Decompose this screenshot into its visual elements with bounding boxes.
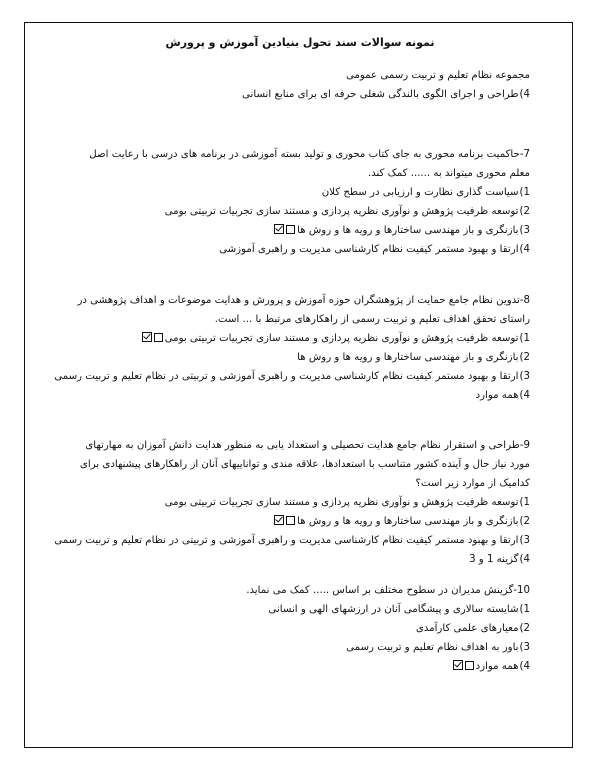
option-3 [72,221,530,240]
question-8 [54,291,530,405]
empty-box-icon [286,516,295,525]
option-3 [72,638,530,657]
empty-box-icon [286,225,295,234]
option-line [72,66,530,85]
option-text: بازنگری و باز مهندسی ساختارها و رویه ها و روش ها [297,516,519,527]
checked-box-icon [453,660,463,670]
option-number: 3) [519,535,530,546]
question-9 [54,436,530,569]
option-text: ارتقا و بهبود مستمر کیفیت نظام کارشناسی مدیریت و راهبری آموزشی و تربیتی در نظام تعلیم و تربیت رسمی [54,535,519,546]
option-1 [72,329,530,348]
option-number: 3) [519,642,530,653]
option-line [72,85,530,104]
option-text: ارتقا و بهبود مستمر کیفیت نظام کارشناسی مدیریت و راهبری آموزشی [219,244,519,255]
option-text: سیاست گذاری نظارت و ارزیابی در سطح کلان [321,187,519,198]
question-stem: 8-تدوین نظام جامع حمایت از پژوهشگران حوزه آموزش و پرورش و هدایت موضوعات و اهداف پژوهشی در راستای تحقق اهداف تعلیم و تربیت رسمی از راهکارهای مرتبط با ... است. [77,295,530,325]
option-4 [72,550,530,569]
option-4 [72,657,530,676]
option-text: مجموعه نظام تعلیم و تربیت رسمی عمومی [345,70,530,81]
option-number: 2) [519,516,530,527]
option-4 [72,386,530,405]
option-4 [72,240,530,259]
question-6-fragment [72,66,530,104]
option-1 [72,493,530,512]
question-10 [72,581,530,676]
option-text: باور به اهداف نظام تعلیم و تربیت رسمی [346,642,519,653]
empty-box-icon [154,333,163,342]
option-3 [54,531,530,550]
option-text: همه موارد [475,661,519,672]
option-number: 4) [519,390,530,401]
option-number: 1) [519,497,530,508]
option-text: گزینه 1 و 3 [469,554,519,565]
question-7 [72,145,530,259]
option-number: 4) [519,89,530,100]
option-text: توسعه ظرفیت پژوهش و نوآوری نظریه پردازی و مستند سازی تجربیات تربیتی بومی [164,333,519,344]
option-number: 2) [519,206,530,217]
option-number: 1) [519,604,530,615]
option-number: 1) [519,333,530,344]
option-1 [72,183,530,202]
option-3 [54,367,530,386]
option-text: بازنگری و باز مهندسی ساختارها و رویه ها و روش ها [297,352,519,363]
option-text: معیارهای علمی کارآمدی [415,623,519,634]
option-number: 2) [519,352,530,363]
option-text: شایسته سالاری و پیشگامی آنان در ارزشهای الهی و انسانی [268,604,519,615]
option-2 [72,348,530,367]
option-text: توسعه ظرفیت پژوهش و نوآوری نظریه پردازی و مستند سازی تجربیات تربیتی بومی [164,497,519,508]
option-2 [72,202,530,221]
option-number: 1) [519,187,530,198]
option-number: 4) [519,244,530,255]
checked-box-icon [142,332,152,342]
option-number: 3) [519,371,530,382]
checked-box-icon [274,224,284,234]
option-number: 3) [519,225,530,236]
option-1 [72,600,530,619]
page-title: نمونه سوالات سند تحول بنیادین آموزش و پرورش [165,36,435,49]
option-number: 4) [519,661,530,672]
empty-box-icon [465,661,474,670]
checked-box-icon [274,515,284,525]
option-text: توسعه ظرفیت پژوهش و نوآوری نظریه پردازی و مستند سازی تجربیات تربیتی بومی [164,206,519,217]
question-stem: 7-حاکمیت برنامه محوری به جای کتاب محوری و تولید بسته آموزشی در برنامه های درسی با رعایت اصل معلم محوری میتواند به ...... کمک کند. [89,149,530,179]
option-text: ارتقا و بهبود مستمر کیفیت نظام کارشناسی مدیریت و راهبری آموزشی و تربیتی در نظام تعلیم و تربیت رسمی [54,371,519,382]
question-stem: 10-گزینش مدیران در سطوح مختلف بر اساس ..... کمک می نماید. [246,585,530,596]
option-2 [72,512,530,531]
option-number: 4) [519,554,530,565]
option-text: همه موارد [475,390,519,401]
option-2 [72,619,530,638]
option-number: 2) [519,623,530,634]
option-text: طراحی و اجرای الگوی بالندگی شغلی حرفه ای برای منابع انسانی [242,89,519,100]
option-text: بازنگری و باز مهندسی ساختارها و رویه ها و روش ها [297,225,519,236]
question-stem: 9-طراحی و استقرار نظام جامع هدایت تحصیلی و استعداد یابی به منظور هدایت دانش آموزان به مهارتهای مورد نیاز حال و آینده کشور متناسب با استعدادها، علاقه مندی و تواناییهای آنان از راهکارهای پیشنهادی برای کدامیک از موارد زیر است؟ [79,440,530,489]
